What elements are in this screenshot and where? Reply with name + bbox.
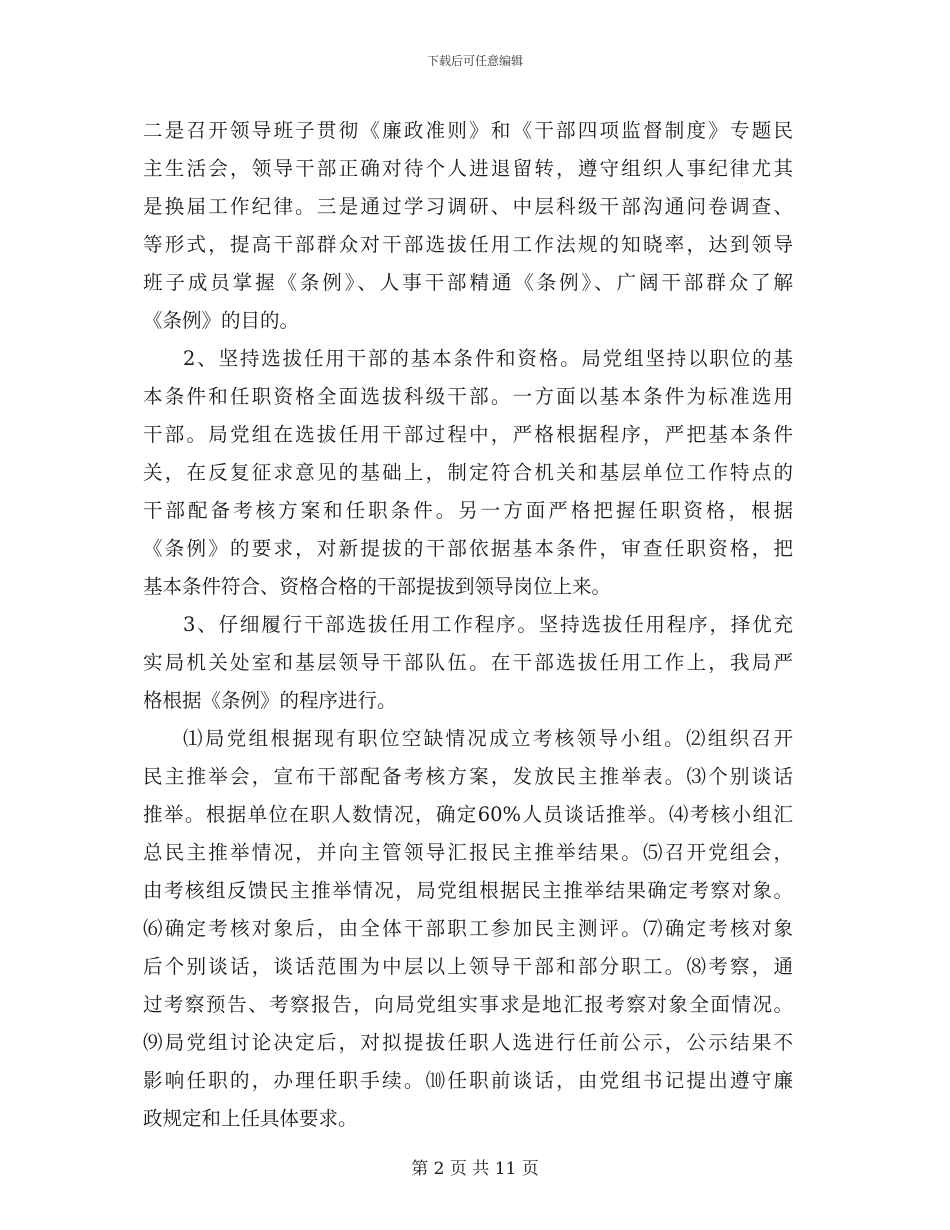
text-line: 过考察预告、考察报告，向局党组实事求是地汇报考察对象全面情况。 (143, 993, 793, 1016)
text-line: 《条例》的目的。 (143, 309, 300, 332)
text-line: 实局机关处室和基层领导干部队伍。在干部选拔任用工作上，我局严 (143, 651, 793, 674)
text-line: 二是召开领导班子贯彻《廉政准则》和《干部四项监督制度》专题民 (143, 119, 793, 142)
text-line: 基本条件符合、资格合格的干部提拔到领导岗位上来。 (143, 575, 612, 598)
text-line: ⑹确定考核对象后，由全体干部职工参加民主测评。⑺确定考核对象 (143, 917, 793, 940)
page-number-footer: 第 2 页 共 11 页 (411, 1159, 539, 1179)
text-line: 关，在反复征求意见的基础上，制定符合机关和基层单位工作特点的 (143, 461, 793, 484)
text-line: 影响任职的，办理任职手续。⑽任职前谈话，由党组书记提出遵守廉 (143, 1069, 793, 1092)
text-line: 等形式，提高干部群众对干部选拔任用工作法规的知晓率，达到领导 (143, 233, 793, 256)
text-line: 班子成员掌握《条例》、人事干部精通《条例》、广阔干部群众了解 (143, 271, 793, 294)
text-line: 格根据《条例》的程序进行。 (143, 689, 397, 712)
text-line: 干部。局党组在选拔任用干部过程中，严格根据程序，严把基本条件 (143, 423, 793, 446)
text-line: 3、仔细履行干部选拔任用工作程序。坚持选拔任用程序，择优充 (183, 613, 793, 636)
text-line: 2、坚持选拔任用干部的基本条件和资格。局党组坚持以职位的基 (183, 347, 793, 370)
text-line: ⑼局党组讨论决定后，对拟提拔任职人选进行任前公示，公示结果不 (143, 1031, 793, 1054)
text-line: 主生活会，领导干部正确对待个人进退留转，遵守组织人事纪律尤其 (143, 157, 793, 180)
document-body (143, 112, 793, 1138)
text-line: 本条件和任职资格全面选拔科级干部。一方面以基本条件为标准选用 (143, 385, 793, 408)
text-line: 后个别谈话，谈话范围为中层以上领导干部和部分职工。⑻考察，通 (143, 955, 793, 978)
page-header: 下载后可任意编辑 (426, 54, 523, 68)
text-line: 民主推举会，宣布干部配备考核方案，发放民主推举表。⑶个别谈话 (143, 765, 793, 788)
text-line: 由考核组反馈民主推举情况，局党组根据民主推举结果确定考察对象。 (143, 879, 793, 902)
text-line: 是换届工作纪律。三是通过学习调研、中层科级干部沟通问卷调查、 (143, 195, 793, 218)
text-line: ⑴局党组根据现有职位空缺情况成立考核领导小组。⑵组织召开 (183, 727, 793, 750)
text-line: 干部配备考核方案和任职条件。另一方面严格把握任职资格，根据 (143, 499, 793, 522)
text-line: 总民主推举情况，并向主管领导汇报民主推举结果。⑸召开党组会， (143, 841, 793, 864)
text-line: 推举。根据单位在职人数情况，确定60%人员谈话推举。⑷考核小组汇 (143, 803, 793, 826)
text-line: 《条例》的要求，对新提拔的干部依据基本条件，审查任职资格，把 (143, 537, 793, 560)
text-line: 政规定和上任具体要求。 (143, 1107, 358, 1130)
